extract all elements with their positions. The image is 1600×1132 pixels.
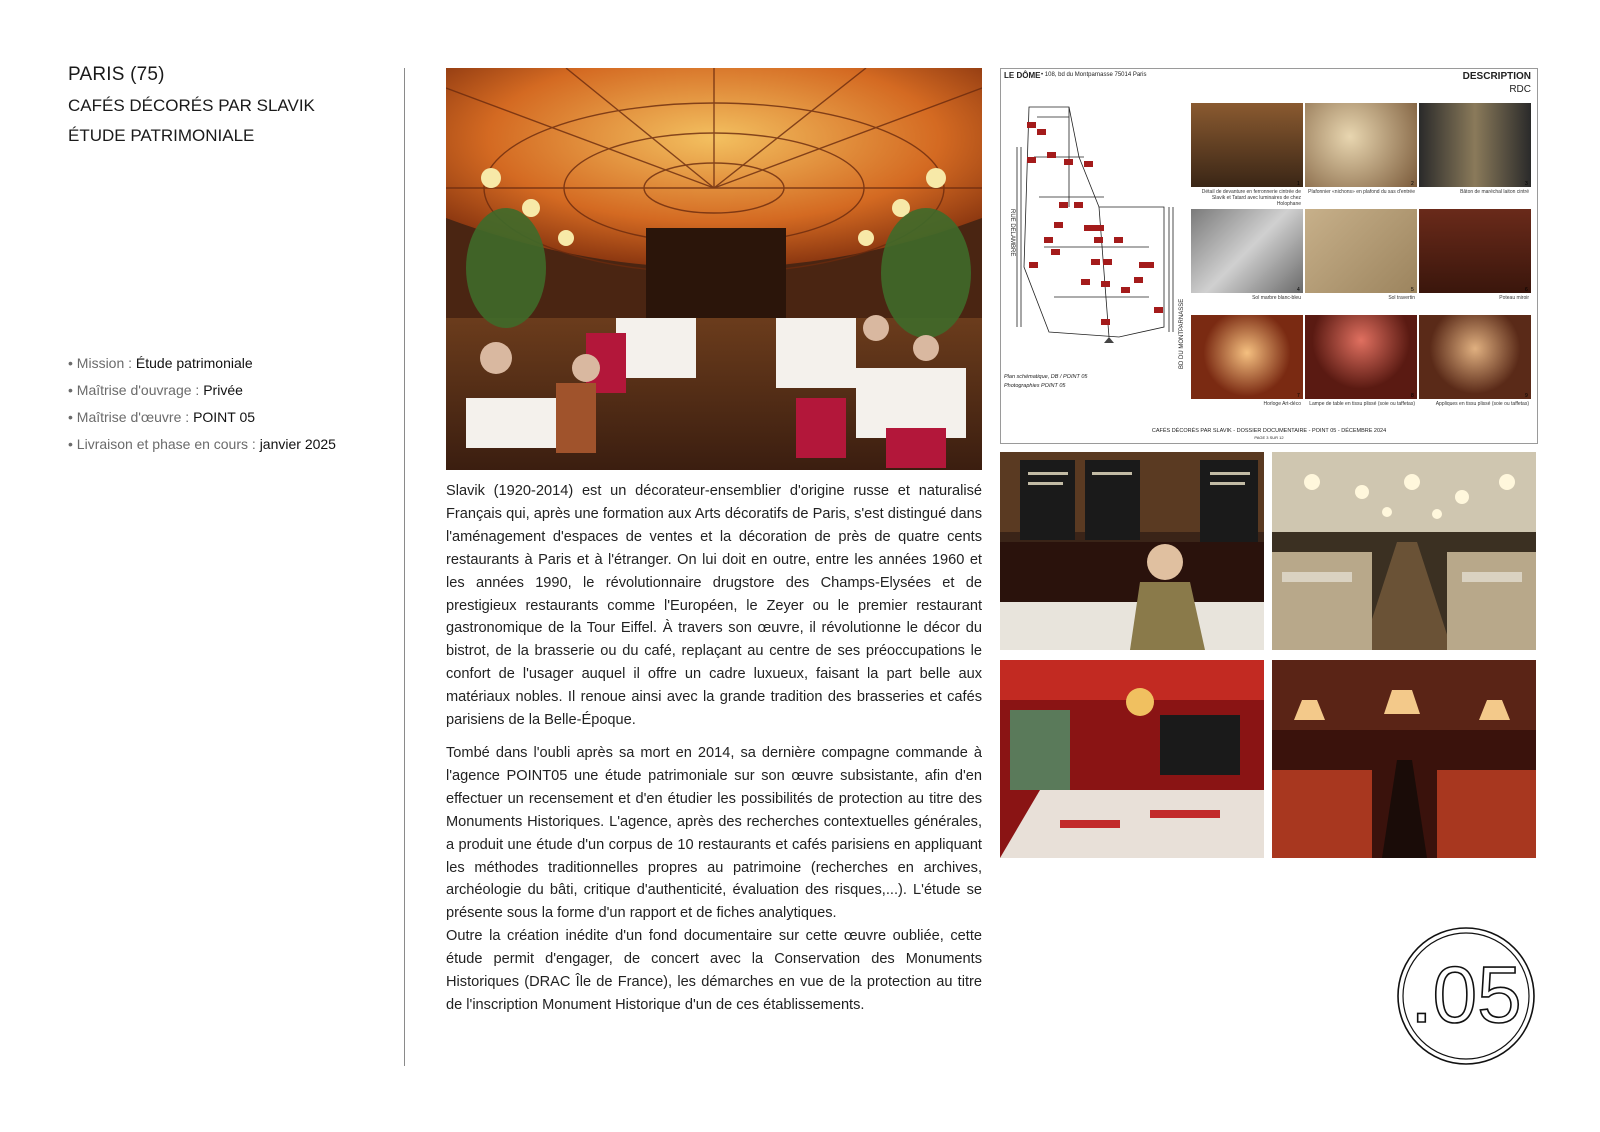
bullet: • [68, 409, 73, 425]
sheet-caption: Poteau miroir [1499, 295, 1529, 301]
photo-bistro-man [1000, 452, 1264, 650]
photo-red-dining-room [1000, 660, 1264, 858]
photo-credit: Photographies POINT 05 [1004, 383, 1066, 389]
info-value: Étude patrimoniale [135, 355, 253, 371]
documentary-sheet-thumbnail [1000, 68, 1538, 444]
info-delivery [68, 431, 336, 458]
sheet-photo-5 [1305, 209, 1417, 293]
description-paragraph: Outre la création inédite d'un fond documentaire sur cette œuvre oubliée, cette étude permit d'engager, de concert avec la Conservation des Monuments Historiques (DRAC Île de France), les démarches en vue de la protection au titre de l'inscription Monument Historique d'un de ces établissements. [446, 928, 982, 1013]
point05-logo [1396, 926, 1536, 1066]
sheet-caption: Plafonnier «nichons» en plafond du sas d'entrée [1308, 189, 1415, 195]
sheet-photo-number: 7 [1297, 393, 1300, 399]
logo-text: .05 [1410, 950, 1522, 1039]
project-subtitle: CAFÉS DÉCORÉS PAR SLAVIK [68, 96, 315, 115]
sheet-photo-6 [1419, 209, 1531, 293]
photo-brasserie-hall [1272, 452, 1536, 650]
project-title: PARIS (75) [68, 64, 165, 85]
sheet-place: LE DÔME [1004, 71, 1041, 80]
info-label: Maîtrise d'ouvrage : [76, 382, 204, 398]
sheet-photo-number: 8 [1411, 393, 1414, 399]
info-label: Maîtrise d'œuvre : [76, 409, 194, 425]
hero-restaurant-photo [446, 68, 982, 470]
sheet-photo-number: 4 [1297, 287, 1300, 293]
sheet-caption: Appliques en tissu plissé (soie ou taffetas) [1435, 401, 1529, 407]
info-value: POINT 05 [193, 409, 256, 425]
sheet-photo-number: 6 [1525, 287, 1528, 293]
sheet-photo-number: 1 [1297, 181, 1300, 187]
info-mission [68, 350, 336, 377]
column-divider [404, 68, 405, 1066]
sheet-caption: Sol travertin [1388, 295, 1415, 301]
bullet: • [68, 436, 73, 452]
project-subtitle-2: ÉTUDE PATRIMONIALE [68, 126, 255, 145]
sheet-photo-2 [1305, 103, 1417, 187]
info-value: janvier 2025 [259, 436, 336, 452]
sheet-photo-4 [1191, 209, 1303, 293]
sheet-photo-number: 5 [1411, 287, 1414, 293]
sheet-photo-9 [1419, 315, 1531, 399]
sheet-photo-3 [1419, 103, 1531, 187]
sheet-caption: Bâton de maréchal laiton cintré [1460, 189, 1529, 195]
sheet-page: PAGE 3 SUR 12 [1254, 435, 1284, 440]
floor-plan-sketch [1009, 97, 1179, 347]
sheet-caption: Détail de devanture en ferronnerie cintrée de Slavik et Tatard avec luminaires de chez Holophane [1201, 189, 1301, 207]
project-description [446, 480, 982, 1017]
info-client [68, 377, 336, 404]
description-paragraph: Slavik (1920-2014) est un décorateur-ensemblier d'origine russe et naturalisé Français qui, après une formation aux Arts décoratifs de Paris, s'est distingué dans l'aménagement d'espaces de ventes et la décoration de près de quatre cents restaurants à Paris et à l'étranger. On lui doit en outre, entre les années 1960 et les années 1990, le révolutionnaire drugstore des Champs-Elysées et de prestigieux restaurants comme l'Européen, le Zeyer ou le premier restaurant gastronomique de la Tour Eiffel. À travers son œuvre, il révolutionne le décor du bistrot, de la brasserie ou du café, replaçant au centre de ses préoccupations le confort de l'usager auquel il offre un cadre luxueux, faisant la part belle aux matériaux nobles. Il renoue ainsi avec la grande tradition des brasseries et cafés parisiens de la Belle-Époque. [446, 483, 982, 729]
bullet: • [68, 382, 73, 398]
info-label: Mission : [76, 355, 136, 371]
sheet-caption: Horloge Art-déco [1263, 401, 1301, 407]
sheet-level: RDC [1509, 84, 1531, 95]
bullet: • [68, 355, 73, 371]
sheet-address: • 108, bd du Montparnasse 75014 Paris [1041, 72, 1147, 78]
photo-red-banquettes [1272, 660, 1536, 858]
plan-credit: Plan schématique, DB / POINT 05 [1004, 374, 1088, 380]
sheet-photo-number: 2 [1411, 181, 1414, 187]
sheet-caption: Lampe de table en tissu plissé (soie ou taffetas) [1309, 401, 1415, 407]
info-architect [68, 404, 336, 431]
sheet-photo-8 [1305, 315, 1417, 399]
street-label-left: RUE DELAMBRE [1009, 209, 1015, 257]
sheet-heading: DESCRIPTION [1462, 71, 1531, 82]
info-label: Livraison et phase en cours : [76, 436, 260, 452]
sheet-photo-number: 9 [1525, 393, 1528, 399]
info-value: Privée [203, 382, 243, 398]
sheet-caption: Sol marbre blanc-bleu [1252, 295, 1301, 301]
sheet-footer: CAFÉS DÉCORÉS PAR SLAVIK - DOSSIER DOCUMENTAIRE - POINT 05 - DÉCEMBRE 2024 [1151, 428, 1387, 434]
project-info-list [68, 350, 336, 458]
street-label-right: BD DU MONTPARNASSE [1179, 298, 1185, 369]
sheet-photo-7 [1191, 315, 1303, 399]
sheet-photo-number: 3 [1525, 181, 1528, 187]
description-paragraph: Tombé dans l'oubli après sa mort en 2014, sa dernière compagne commande à l'agence POINT05 une étude patrimoniale sur son œuvre subsistante, afin d'en effectuer un recensement et d'en étudier les possibilités de protection au titre des Monuments Historiques. L'agence, après des recherches contextuelles générales, a produit une étude d'un corpus de 10 restaurants et cafés parisiens en appliquant les méthodes traditionnelles propres au patrimoine (recherches en archives, archéologie du bâti, critique d'authenticité, évaluation des risques,...). L'étude se présente sous la forme d'un rapport et de fiches analytiques. [446, 744, 982, 922]
sheet-photo-1 [1191, 103, 1303, 187]
